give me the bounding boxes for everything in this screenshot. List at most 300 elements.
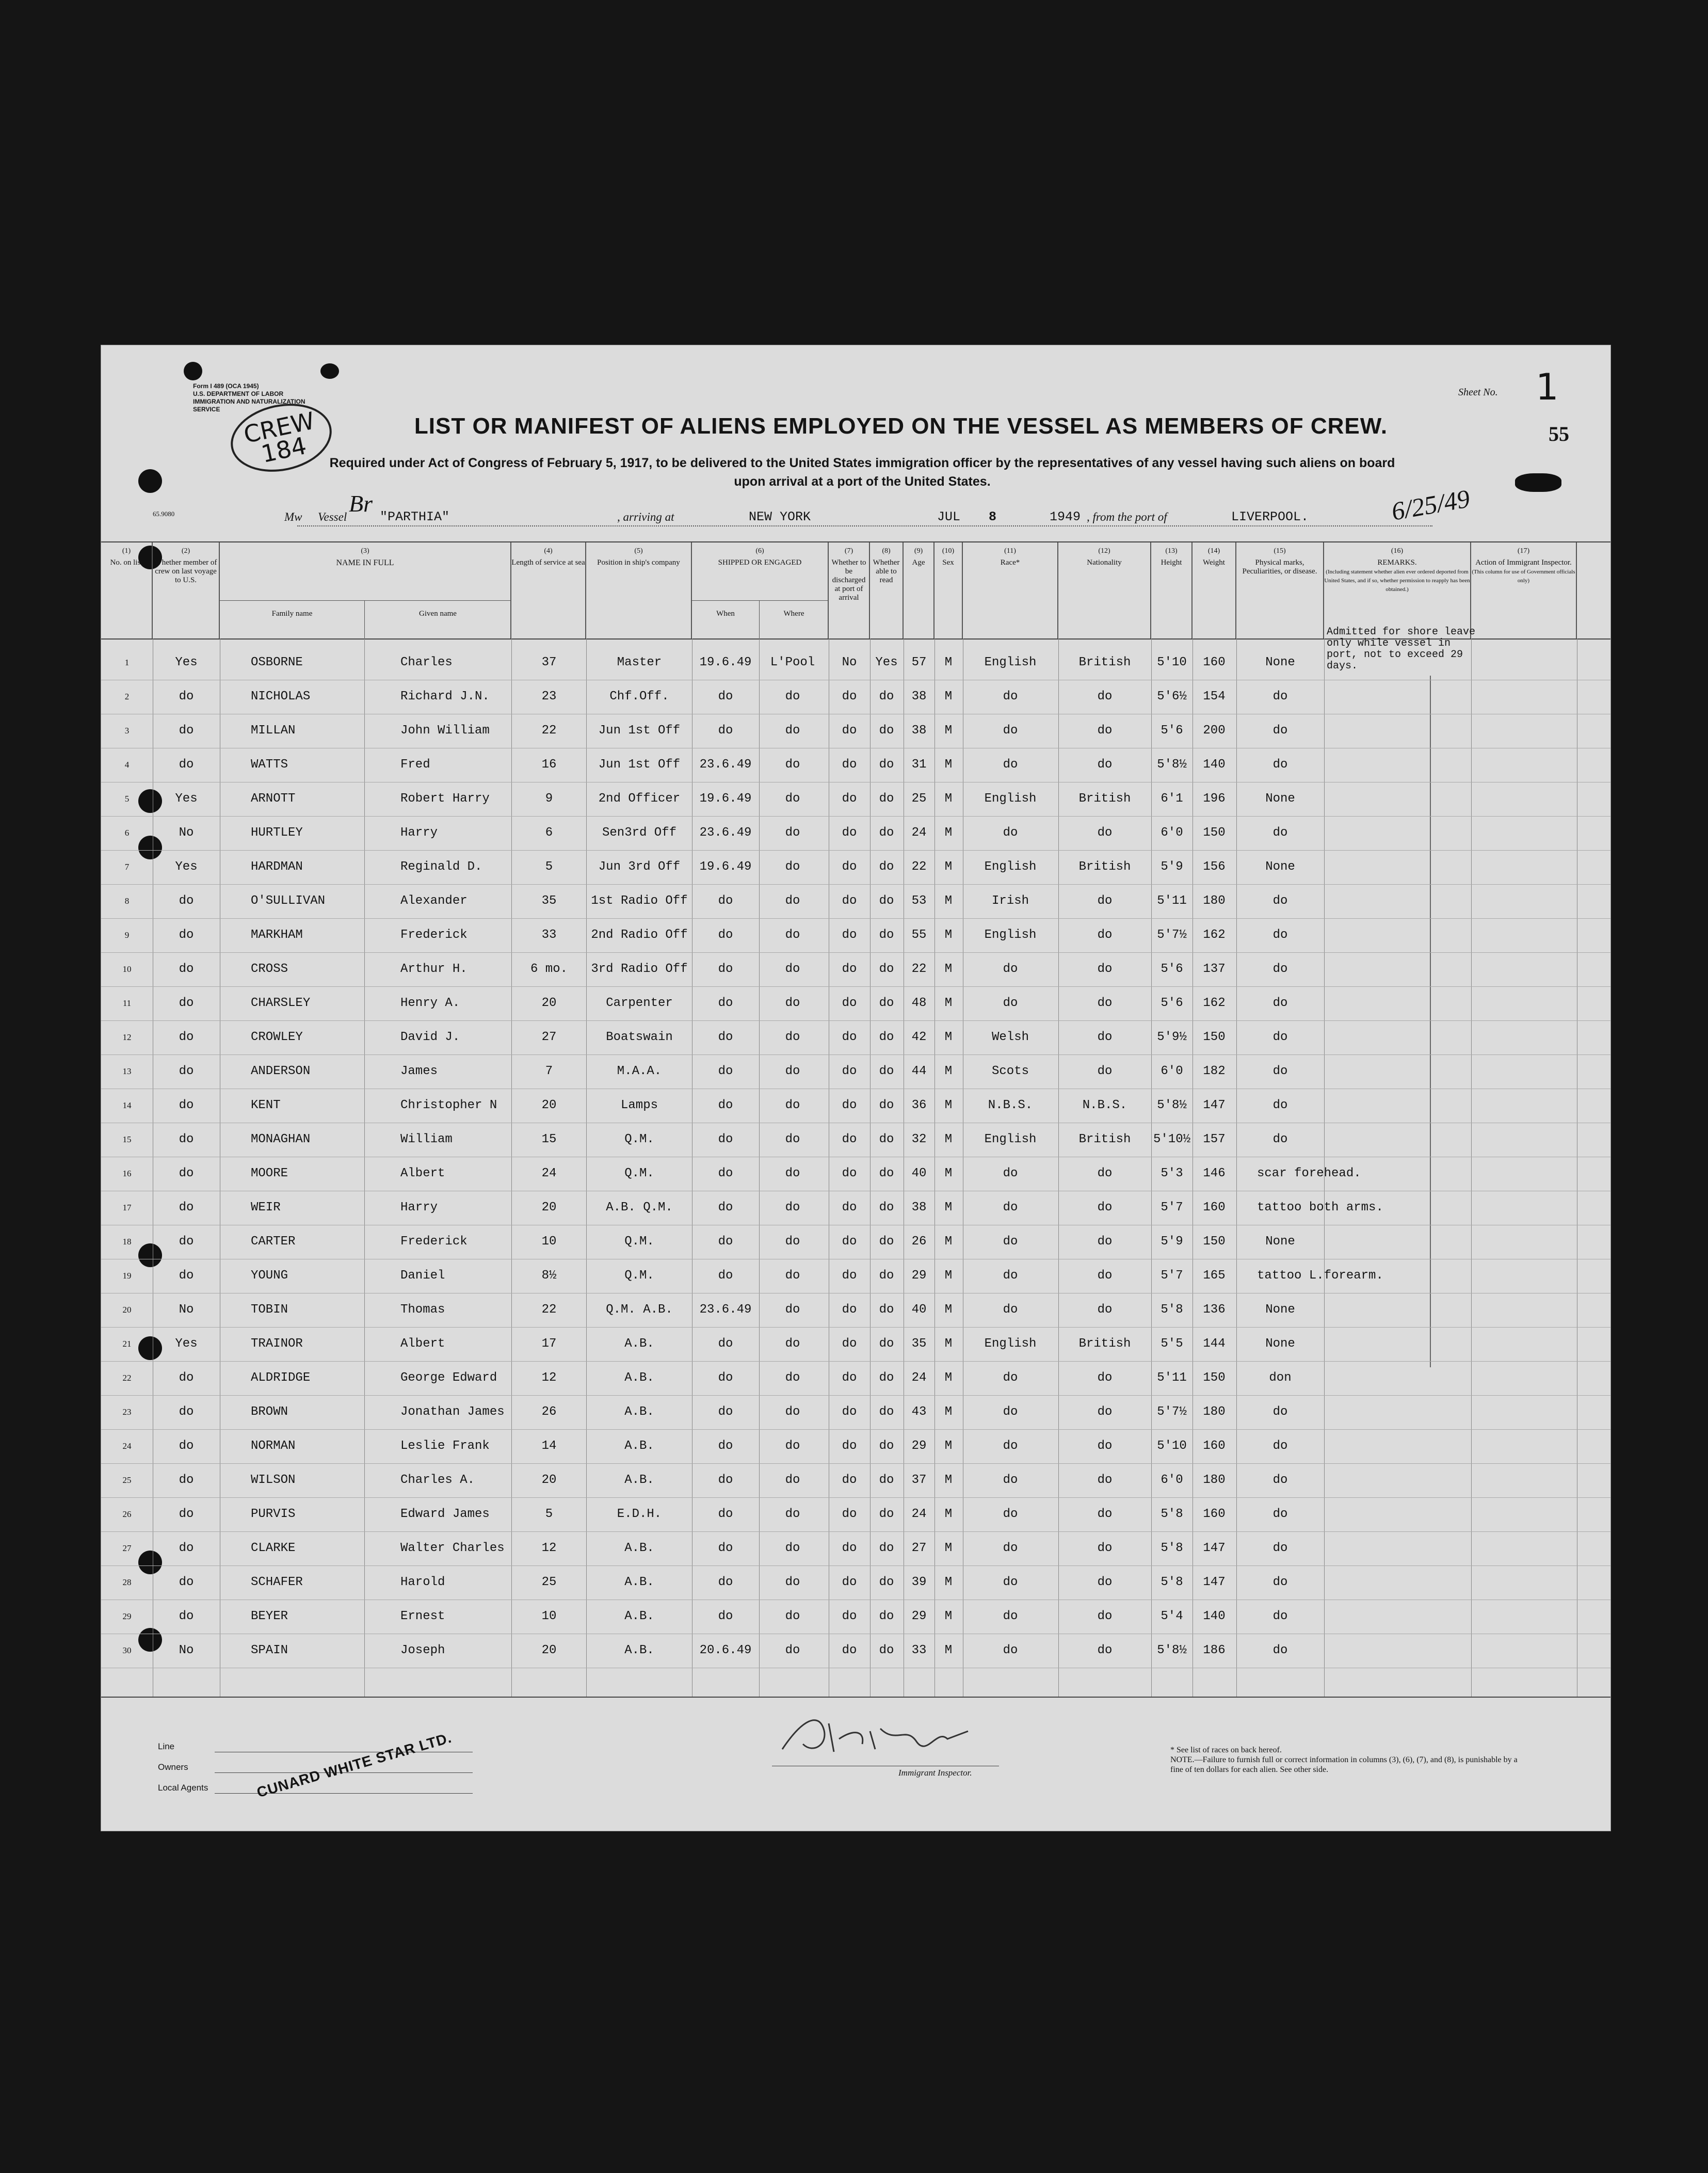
cell-race: N.B.S. xyxy=(988,1098,1033,1112)
cell-height: 5'6 xyxy=(1161,996,1183,1010)
table-row xyxy=(101,885,1610,919)
cell-weight: 136 xyxy=(1203,1303,1226,1317)
cell-sex: M xyxy=(944,1643,953,1657)
cell-given: Harry xyxy=(400,1201,438,1215)
cell-position: 2nd Officer xyxy=(598,792,681,806)
cell-read: do xyxy=(879,894,894,908)
cell-sex: M xyxy=(944,1473,953,1487)
cell-age: 31 xyxy=(911,758,927,772)
cell-weight: 147 xyxy=(1203,1541,1226,1555)
cell-no: 2 xyxy=(124,692,130,701)
cell-race: do xyxy=(1003,1405,1018,1419)
owners-label: Owners xyxy=(158,1762,188,1772)
table-row xyxy=(101,1362,1610,1396)
col-header-shipped: (6) SHIPPED OR ENGAGED When Where xyxy=(692,542,829,638)
cell-height: 5'5 xyxy=(1161,1337,1183,1351)
cell-nat: do xyxy=(1097,894,1113,908)
agents-rule xyxy=(215,1793,473,1794)
cell-sex: M xyxy=(944,690,953,704)
cell-service: 7 xyxy=(545,1064,553,1078)
cell-where: do xyxy=(785,1643,800,1657)
cell-when: do xyxy=(718,928,733,942)
cell-sex: M xyxy=(944,656,953,669)
col-header-when: When xyxy=(716,610,735,618)
cell-age: 57 xyxy=(911,656,927,669)
cell-when: do xyxy=(718,690,733,704)
cell-where: do xyxy=(785,1201,800,1215)
cell-height: 5'9 xyxy=(1161,1235,1183,1249)
cell-race: do xyxy=(1003,1507,1018,1521)
from-port: LIVERPOOL. xyxy=(1231,509,1309,524)
cell-marks: do xyxy=(1272,1541,1288,1555)
cell-age: 40 xyxy=(911,1303,927,1317)
cell-nat: do xyxy=(1097,1167,1113,1180)
cell-service: 22 xyxy=(541,1303,557,1317)
cell-service: 5 xyxy=(545,1507,553,1521)
cell-sex: M xyxy=(944,1405,953,1419)
col-header-height: (13) Height xyxy=(1151,542,1193,638)
cell-prev: do xyxy=(179,1132,194,1146)
cell-read: do xyxy=(879,996,894,1010)
cell-weight: 180 xyxy=(1203,1473,1226,1487)
cell-height: 5'8 xyxy=(1161,1541,1183,1555)
cell-weight: 150 xyxy=(1203,826,1226,840)
cell-marks: None xyxy=(1265,860,1295,874)
cell-service: 6 mo. xyxy=(530,962,568,976)
cell-read: do xyxy=(879,724,894,738)
cell-race: English xyxy=(984,792,1037,806)
cell-prev: do xyxy=(179,1575,194,1589)
cell-age: 37 xyxy=(911,1473,927,1487)
cell-position: A.B. xyxy=(624,1643,654,1657)
cell-no: 1 xyxy=(124,658,130,667)
cell-marks: do xyxy=(1272,1643,1288,1657)
cell-disch: do xyxy=(842,928,857,942)
cell-disch: do xyxy=(842,1507,857,1521)
cell-weight: 147 xyxy=(1203,1098,1226,1112)
cell-age: 36 xyxy=(911,1098,927,1112)
table-bottom-rule xyxy=(101,1697,1610,1698)
cell-height: 6'1 xyxy=(1161,792,1183,806)
cell-given: Jonathan James xyxy=(400,1405,505,1419)
cell-age: 53 xyxy=(911,894,927,908)
cell-position: A.B. Q.M. xyxy=(606,1201,673,1215)
cell-age: 42 xyxy=(911,1030,927,1044)
cell-position: E.D.H. xyxy=(617,1507,662,1521)
cell-disch: do xyxy=(842,1405,857,1419)
cell-nat: do xyxy=(1097,1030,1113,1044)
cell-given: Thomas xyxy=(400,1303,445,1317)
cell-family: OSBORNE xyxy=(251,656,303,669)
cell-position: Q.M. A.B. xyxy=(606,1303,673,1317)
cell-marks: tattoo both arms. xyxy=(1257,1201,1383,1215)
company-stamp: CUNARD WHITE STAR LTD. xyxy=(255,1729,454,1801)
cell-nat: do xyxy=(1097,758,1113,772)
cell-disch: do xyxy=(842,1132,857,1146)
cell-service: 35 xyxy=(541,894,557,908)
cell-prev: Yes xyxy=(175,860,198,874)
cell-prev: do xyxy=(179,1235,194,1249)
cell-sex: M xyxy=(944,1132,953,1146)
col-header-nationality: (12) Nationality xyxy=(1058,542,1151,638)
cell-sex: M xyxy=(944,1337,953,1351)
cell-disch: do xyxy=(842,962,857,976)
cell-age: 40 xyxy=(911,1167,927,1180)
arrival-day: 8 xyxy=(989,509,997,524)
cell-weight: 146 xyxy=(1203,1167,1226,1180)
cell-disch: do xyxy=(842,894,857,908)
cell-marks: do xyxy=(1272,1405,1288,1419)
cell-weight: 160 xyxy=(1203,656,1226,669)
cell-given: Harold xyxy=(400,1575,445,1589)
table-row xyxy=(101,817,1610,851)
cell-no: 28 xyxy=(122,1577,132,1587)
cell-service: 12 xyxy=(541,1541,557,1555)
cell-nat: do xyxy=(1097,690,1113,704)
cell-nat: N.B.S. xyxy=(1082,1098,1127,1112)
cell-service: 9 xyxy=(545,792,553,806)
cell-race: do xyxy=(1003,1541,1018,1555)
cell-weight: 196 xyxy=(1203,792,1226,806)
cell-where: do xyxy=(785,996,800,1010)
cell-age: 39 xyxy=(911,1575,927,1589)
cell-height: 6'0 xyxy=(1161,1473,1183,1487)
cell-family: WATTS xyxy=(251,758,288,772)
cell-family: NORMAN xyxy=(251,1439,296,1453)
cell-age: 22 xyxy=(911,860,927,874)
cell-position: A.B. xyxy=(624,1575,654,1589)
table-row xyxy=(101,1259,1610,1293)
cell-sex: M xyxy=(944,1507,953,1521)
cell-weight: 144 xyxy=(1203,1337,1226,1351)
cell-position: Lamps xyxy=(620,1098,658,1112)
col-header-given-name: Given name xyxy=(419,610,457,618)
cell-when: 19.6.49 xyxy=(699,792,752,806)
cell-family: HARDMAN xyxy=(251,860,303,874)
cell-nat: British xyxy=(1078,1337,1131,1351)
cell-no: 29 xyxy=(122,1611,132,1621)
cell-when: do xyxy=(718,1098,733,1112)
cell-when: do xyxy=(718,1132,733,1146)
col-header-family-name: Family name xyxy=(271,610,313,618)
cell-nat: do xyxy=(1097,962,1113,976)
col-header-race: (11) Race* xyxy=(963,542,1058,638)
cell-no: 11 xyxy=(122,998,132,1008)
cell-race: English xyxy=(984,1132,1037,1146)
cell-when: do xyxy=(718,962,733,976)
cell-family: PURVIS xyxy=(251,1507,296,1521)
cell-read: do xyxy=(879,1201,894,1215)
cell-family: CLARKE xyxy=(251,1541,296,1555)
cell-age: 33 xyxy=(911,1643,927,1657)
cell-height: 5'6 xyxy=(1161,962,1183,976)
cell-age: 24 xyxy=(911,826,927,840)
arriving-label: , arriving at xyxy=(617,510,674,523)
cell-given: Henry A. xyxy=(400,996,460,1010)
cell-where: do xyxy=(785,1575,800,1589)
cell-age: 24 xyxy=(911,1371,927,1385)
cell-service: 22 xyxy=(541,724,557,738)
cell-weight: 182 xyxy=(1203,1064,1226,1078)
cell-age: 29 xyxy=(911,1609,927,1623)
cell-service: 33 xyxy=(541,928,557,942)
cell-when: do xyxy=(718,894,733,908)
cell-weight: 150 xyxy=(1203,1371,1226,1385)
cell-race: English xyxy=(984,928,1037,942)
arrival-month: JUL xyxy=(937,509,961,524)
cell-where: do xyxy=(785,860,800,874)
cell-read: do xyxy=(879,1541,894,1555)
cell-no: 19 xyxy=(122,1271,132,1281)
table-row xyxy=(101,714,1610,748)
cell-nat: British xyxy=(1078,860,1131,874)
cell-given: Christopher N xyxy=(400,1098,497,1112)
cell-given: Walter Charles xyxy=(400,1541,505,1555)
cell-position: Boatswain xyxy=(606,1030,673,1044)
cell-weight: 154 xyxy=(1203,690,1226,704)
cell-when: do xyxy=(718,1064,733,1078)
cell-no: 24 xyxy=(122,1441,132,1451)
cell-nat: do xyxy=(1097,826,1113,840)
cell-race: do xyxy=(1003,1235,1018,1249)
cell-read: do xyxy=(879,1064,894,1078)
cell-where: do xyxy=(785,1473,800,1487)
col-header-remarks: (16) REMARKS. (Including statement whether alien ever ordered deported from United States, and if so, whether permission to reapply has been obtained.) xyxy=(1324,542,1471,638)
cell-nat: do xyxy=(1097,1064,1113,1078)
cell-nat: do xyxy=(1097,1473,1113,1487)
cell-read: do xyxy=(879,860,894,874)
cell-where: do xyxy=(785,1371,800,1385)
cell-race: do xyxy=(1003,1609,1018,1623)
cell-prev: Yes xyxy=(175,1337,198,1351)
cell-race: do xyxy=(1003,1473,1018,1487)
cell-height: 5'9½ xyxy=(1157,1030,1187,1044)
cell-nat: do xyxy=(1097,996,1113,1010)
cell-read: do xyxy=(879,690,894,704)
cell-nat: do xyxy=(1097,1507,1113,1521)
cell-service: 6 xyxy=(545,826,553,840)
cell-read: do xyxy=(879,1439,894,1453)
cell-nat: do xyxy=(1097,1541,1113,1555)
cell-where: do xyxy=(785,826,800,840)
cell-race: Scots xyxy=(991,1064,1029,1078)
cell-position: A.B. xyxy=(624,1337,654,1351)
cell-height: 5'6 xyxy=(1161,724,1183,738)
cell-marks: None xyxy=(1265,1303,1295,1317)
cell-nat: do xyxy=(1097,1269,1113,1283)
cell-race: Welsh xyxy=(991,1030,1029,1044)
cell-sex: M xyxy=(944,792,953,806)
cell-given: Charles xyxy=(400,656,453,669)
cell-age: 55 xyxy=(911,928,927,942)
col-header-position: (5) Position in ship's company xyxy=(586,542,692,638)
cell-no: 8 xyxy=(124,896,130,906)
cell-where: do xyxy=(785,1064,800,1078)
cell-when: do xyxy=(718,1575,733,1589)
cell-no: 15 xyxy=(122,1135,132,1144)
races-note: * See list of races on back hereof. xyxy=(1170,1746,1282,1754)
cell-family: MILLAN xyxy=(251,724,296,738)
cell-nat: do xyxy=(1097,1303,1113,1317)
table-row xyxy=(101,646,1610,680)
cell-no: 22 xyxy=(122,1373,132,1383)
cell-weight: 147 xyxy=(1203,1575,1226,1589)
cell-family: O'SULLIVAN xyxy=(251,894,326,908)
cell-nat: do xyxy=(1097,928,1113,942)
cell-prev: No xyxy=(179,826,194,840)
cell-nat: do xyxy=(1097,1439,1113,1453)
cell-no: 16 xyxy=(122,1169,132,1178)
cell-marks: do xyxy=(1272,894,1288,908)
cell-given: Ernest xyxy=(400,1609,445,1623)
cell-nat: do xyxy=(1097,1201,1113,1215)
table-row xyxy=(101,851,1610,885)
cell-sex: M xyxy=(944,1201,953,1215)
cell-when: do xyxy=(718,1609,733,1623)
cell-no: 6 xyxy=(124,828,130,838)
table-row xyxy=(101,1498,1610,1532)
cell-nat: British xyxy=(1078,1132,1131,1146)
cell-no: 9 xyxy=(124,930,130,940)
from-port-label: , from the port of xyxy=(1087,510,1167,523)
table-row xyxy=(101,1293,1610,1328)
cell-disch: do xyxy=(842,690,857,704)
arriving-port: NEW YORK xyxy=(749,509,811,524)
cell-marks: do xyxy=(1272,1507,1288,1521)
cell-service: 12 xyxy=(541,1371,557,1385)
cell-where: do xyxy=(785,1132,800,1146)
arrival-year: 1949 xyxy=(1050,509,1081,524)
cell-weight: 165 xyxy=(1203,1269,1226,1283)
cell-race: do xyxy=(1003,690,1018,704)
cell-height: 5'7½ xyxy=(1157,1405,1187,1419)
cell-where: do xyxy=(785,690,800,704)
cell-nat: do xyxy=(1097,1235,1113,1249)
cell-sex: M xyxy=(944,996,953,1010)
cell-height: 5'10 xyxy=(1157,1439,1187,1453)
cell-service: 27 xyxy=(541,1030,557,1044)
cell-position: Q.M. xyxy=(624,1132,654,1146)
cell-prev: do xyxy=(179,758,194,772)
cell-disch: do xyxy=(842,1575,857,1589)
cell-age: 29 xyxy=(911,1269,927,1283)
cell-position: Q.M. xyxy=(624,1167,654,1180)
cell-nat: do xyxy=(1097,724,1113,738)
cell-family: CHARSLEY xyxy=(251,996,311,1010)
cell-no: 12 xyxy=(122,1032,132,1042)
cell-no: 14 xyxy=(122,1100,132,1110)
col-header-physical-marks: (15) Physical marks, Peculiarities, or disease. xyxy=(1236,542,1324,638)
cell-service: 16 xyxy=(541,758,557,772)
cell-no: 7 xyxy=(124,862,130,872)
cell-position: Jun 3rd Off xyxy=(598,860,681,874)
cell-position: A.B. xyxy=(624,1405,654,1419)
crew-count: CREW 184 xyxy=(241,406,317,469)
cell-weight: 200 xyxy=(1203,724,1226,738)
form-id: Form I 489 (OCA 1945) xyxy=(193,382,259,390)
cell-disch: do xyxy=(842,1201,857,1215)
cell-height: 5'8 xyxy=(1161,1575,1183,1589)
cell-family: ANDERSON xyxy=(251,1064,311,1078)
cell-given: Albert xyxy=(400,1337,445,1351)
cell-read: do xyxy=(879,826,894,840)
cell-service: 15 xyxy=(541,1132,557,1146)
page-title: LIST OR MANIFEST OF ALIENS EMPLOYED ON THE VESSEL AS MEMBERS OF CREW. xyxy=(414,413,1388,439)
cell-where: do xyxy=(785,962,800,976)
cell-when: do xyxy=(718,1337,733,1351)
cell-weight: 140 xyxy=(1203,758,1226,772)
table-row xyxy=(101,987,1610,1021)
cell-read: do xyxy=(879,1575,894,1589)
cell-when: 23.6.49 xyxy=(699,758,752,772)
cell-sex: M xyxy=(944,1269,953,1283)
cell-race: English xyxy=(984,656,1037,669)
cell-position: A.B. xyxy=(624,1473,654,1487)
cell-when: 19.6.49 xyxy=(699,656,752,669)
cell-nat: British xyxy=(1078,656,1131,669)
cell-when: do xyxy=(718,1235,733,1249)
cell-read: do xyxy=(879,1098,894,1112)
cell-race: do xyxy=(1003,1269,1018,1283)
cell-family: CROWLEY xyxy=(251,1030,303,1044)
table-row xyxy=(101,1600,1610,1634)
manifest-sheet xyxy=(101,345,1611,1831)
cell-when: do xyxy=(718,1030,733,1044)
cell-read: do xyxy=(879,1132,894,1146)
cell-age: 27 xyxy=(911,1541,927,1555)
cell-sex: M xyxy=(944,1575,953,1589)
cell-read: do xyxy=(879,1371,894,1385)
cell-sex: M xyxy=(944,1439,953,1453)
cell-marks: don xyxy=(1269,1371,1292,1385)
form-code: 65.9080 xyxy=(153,510,175,518)
cell-sex: M xyxy=(944,1541,953,1555)
cell-no: 17 xyxy=(122,1203,132,1212)
cell-weight: 162 xyxy=(1203,996,1226,1010)
cell-position: A.B. xyxy=(624,1541,654,1555)
cell-marks: do xyxy=(1272,690,1288,704)
cell-no: 3 xyxy=(124,726,130,736)
cell-position: Jun 1st Off xyxy=(598,758,681,772)
cell-sex: M xyxy=(944,758,953,772)
cell-given: Harry xyxy=(400,826,438,840)
cell-service: 17 xyxy=(541,1337,557,1351)
cell-prev: do xyxy=(179,928,194,942)
cell-family: CARTER xyxy=(251,1235,296,1249)
cell-race: do xyxy=(1003,1643,1018,1657)
vessel-prefix: Mw xyxy=(284,510,302,523)
cell-position: A.B. xyxy=(624,1609,654,1623)
cell-age: 38 xyxy=(911,690,927,704)
table-row xyxy=(101,953,1610,987)
cell-service: 5 xyxy=(545,860,553,874)
cell-where: do xyxy=(785,1405,800,1419)
cell-disch: do xyxy=(842,792,857,806)
cell-family: KENT xyxy=(251,1098,281,1112)
line-label: Line xyxy=(158,1741,175,1751)
table-row xyxy=(101,1157,1610,1191)
cell-read: do xyxy=(879,1507,894,1521)
agents-label: Local Agents xyxy=(158,1783,208,1793)
cell-where: do xyxy=(785,724,800,738)
cell-height: 5'8 xyxy=(1161,1303,1183,1317)
cell-position: 2nd Radio Off xyxy=(591,928,688,942)
cell-prev: do xyxy=(179,1473,194,1487)
cell-height: 5'11 xyxy=(1157,894,1187,908)
col-header-inspector-action: (17) Action of Immigrant Inspector. (This column for use of Government officials only) xyxy=(1471,542,1577,638)
cell-height: 5'9 xyxy=(1161,860,1183,874)
penalty-note: NOTE.—Failure to furnish full or correct information in columns (3), (6), (7), and (8), is punishable by a fine of ten dollars for each alien. See other side. xyxy=(1170,1755,1518,1774)
